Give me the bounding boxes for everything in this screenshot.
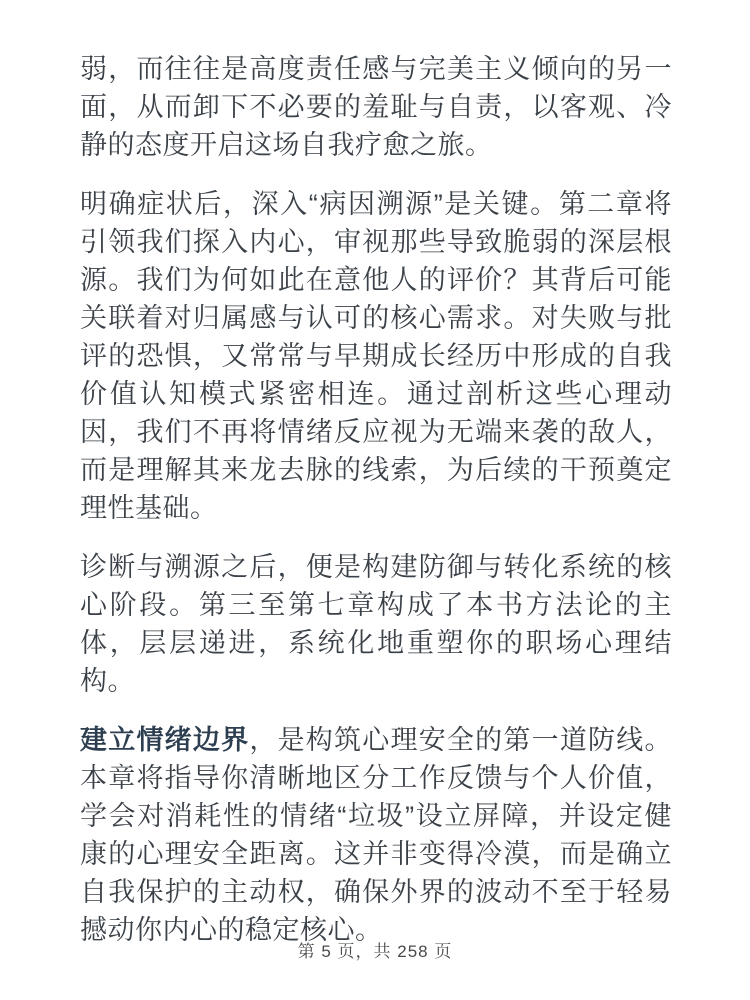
paragraph: 明确症状后，深入“病因溯源”是关键。第二章将引领我们探入内心，审视那些导致脆弱的深层根源。我们为何如此在意他人的评价？其背后可能关联着对归属感与认可的核心需求。对失败与批评的恐惧，又常常与早期成长经历中形成的自我价值认知模式紧密相连。通过剖析这些心理动因，我们不再将情绪反应视为无端来袭的敌人，而是理解其来龙去脉的线索，为后续的干预奠定理性基础。 xyxy=(80,189,672,523)
emphasis-lead-text: 建立情绪边界 xyxy=(80,725,250,755)
page-content xyxy=(80,50,672,949)
paragraph: 诊断与溯源之后，便是构建防御与转化系统的核心阶段。第三至第七章构成了本书方法论的主体，层层递进，系统化地重塑你的职场心理结构。 xyxy=(80,552,672,696)
paragraph xyxy=(80,721,672,949)
paragraph: 弱，而往往是高度责任感与完美主义倾向的另一面，从而卸下不必要的羞耻与自责，以客观、冷静的态度开启这场自我疗愈之旅。 xyxy=(80,54,672,160)
page-indicator: 第 5 页，共 258 页 xyxy=(297,942,453,961)
paragraph-text: ，是构筑心理安全的第一道防线。本章将指导你清晰地区分工作反馈与个人价值，学会对消耗性的情绪“垃圾”设立屏障，并设定健康的心理安全距离。这并非变得冷漠，而是确立自我保护的主动权，确保外界的波动不至于轻易撼动你内心的稳定核心。 xyxy=(80,725,673,945)
